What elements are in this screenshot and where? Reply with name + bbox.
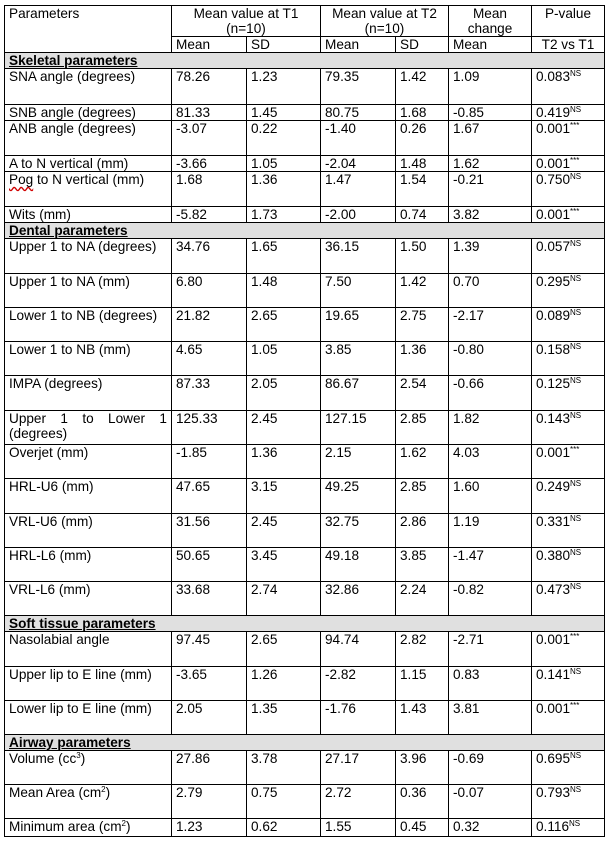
t1-mean-cell: 50.65 [172,548,247,582]
t1-sd-cell: 0.75 [247,785,321,819]
t2-mean-cell: 94.74 [321,632,396,667]
t2-mean-cell: -2.82 [321,667,396,701]
significance-marker: NS [570,751,582,760]
p-value-cell [532,479,605,514]
table-row [5,751,605,785]
t1-mean-cell: 125.33 [172,411,247,445]
t1-sd-cell: 2.74 [247,582,321,616]
t2-mean-cell: 27.17 [321,751,396,785]
significance-marker: NS [570,514,582,523]
parameter-label: Mean Area (cm [9,785,102,800]
t1-sd-cell: 2.65 [247,632,321,667]
t2-sd-cell: 2.86 [396,514,449,548]
t2-mean-cell: 49.18 [321,548,396,582]
t1-mean-cell: 87.33 [172,376,247,411]
p-value-cell [532,445,605,479]
t1-mean-cell: 81.33 [172,105,247,121]
parameter-label-pog: Pog [9,172,34,187]
t2-mean-cell: 32.75 [321,514,396,548]
table-row [5,514,605,548]
t1-mean-cell: -5.82 [172,207,247,223]
t1-sd-cell: 1.36 [247,172,321,207]
t1-sd-cell: 3.78 [247,751,321,785]
mean-change-cell: -0.80 [449,342,532,376]
section-header-row [5,53,605,69]
t1-mean-cell: 33.68 [172,582,247,616]
t1-sd-cell: 1.26 [247,667,321,701]
table-row [5,479,605,514]
results-table [4,5,605,837]
parameter-cell [5,667,172,701]
unit-superscript: 3 [76,751,81,760]
t1-sd-cell: 1.05 [247,156,321,172]
p-value: 0.057 [536,239,571,254]
parameter-cell [5,121,172,156]
mean-change-cell: -2.17 [449,308,532,342]
t1-sd-cell: 0.22 [247,121,321,156]
parameter-cell [5,308,172,342]
table-row [5,411,605,445]
mean-change-cell: 3.81 [449,701,532,735]
p-value: 0.083 [536,69,571,84]
parameter-label: A to N vertical (mm) [9,156,129,171]
table-row [5,239,605,274]
t2-mean-cell: 3.85 [321,342,396,376]
t1-sd-cell: 1.48 [247,274,321,308]
significance-marker: *** [570,632,580,641]
significance-marker: NS [570,342,582,351]
t2-sd-cell: 1.36 [396,342,449,376]
p-value-cell [532,156,605,172]
table-row [5,819,605,837]
significance-marker: NS [570,785,582,794]
t1-sd-cell: 3.15 [247,479,321,514]
mean-change-cell: 3.82 [449,207,532,223]
table-row [5,308,605,342]
p-value-cell [532,207,605,223]
parameter-label: HRL-L6 (mm) [9,548,92,563]
t2-mean-cell: 49.25 [321,479,396,514]
mean-change-cell: -1.47 [449,548,532,582]
t1-mean-cell: 27.86 [172,751,247,785]
unit-close: ) [126,819,131,834]
significance-marker: *** [570,445,580,454]
table-row [5,548,605,582]
p-value: 0.380 [536,548,571,563]
table-row [5,69,605,105]
t1-mean-cell: -1.85 [172,445,247,479]
parameter-label: VRL-U6 (mm) [9,514,93,529]
t1-mean-cell: -3.65 [172,667,247,701]
parameter-cell [5,548,172,582]
t2-sd-cell: 2.75 [396,308,449,342]
t2-sd-cell: 2.54 [396,376,449,411]
t2-sd-cell: 1.42 [396,274,449,308]
significance-marker: NS [570,411,582,420]
mean-change-cell: -0.66 [449,376,532,411]
t2-sd-cell: 0.45 [396,819,449,837]
t2-sd-cell: 1.42 [396,69,449,105]
p-value: 0.001 [536,701,571,716]
parameter-cell [5,632,172,667]
parameter-cell [5,514,172,548]
significance-marker: *** [570,207,580,216]
t2-mean-cell: 1.55 [321,819,396,837]
section-title: Dental parameters [5,223,605,239]
t2-sd-cell: 2.85 [396,411,449,445]
p-value: 0.295 [536,274,571,289]
header-change-mean: Mean [449,37,532,53]
t2-sd-cell: 3.96 [396,751,449,785]
t1-sd-cell: 1.65 [247,239,321,274]
t1-mean-cell: 1.68 [172,172,247,207]
significance-marker: NS [570,548,582,557]
t1-sd-cell: 1.73 [247,207,321,223]
t1-mean-cell: 4.65 [172,342,247,376]
header-parameters: Parameters [5,6,172,53]
t1-mean-cell: 1.23 [172,819,247,837]
table-row [5,701,605,735]
mean-change-cell: -0.82 [449,582,532,616]
p-value: 0.001 [536,156,571,171]
t2-mean-cell: -2.00 [321,207,396,223]
table-row [5,785,605,819]
header-mean-change: Mean change [449,6,532,37]
parameter-label: IMPA (degrees) [9,376,103,391]
p-value-cell [532,751,605,785]
t1-mean-cell: 31.56 [172,514,247,548]
section-title: Soft tissue parameters [5,616,605,632]
parameter-label: Minimum area (cm [9,819,122,834]
section-header-row [5,735,605,751]
parameter-cell [5,69,172,105]
p-value-cell [532,819,605,837]
parameter-cell [5,701,172,735]
header-t1-sd: SD [247,37,321,53]
t1-mean-cell: 21.82 [172,308,247,342]
p-value-cell [532,69,605,105]
t2-mean-cell: 79.35 [321,69,396,105]
mean-change-cell: 1.67 [449,121,532,156]
parameter-cell [5,751,172,785]
t1-sd-cell: 1.45 [247,105,321,121]
significance-marker: NS [570,582,582,591]
table-row [5,156,605,172]
p-value-cell [532,172,605,207]
parameter-label: Lower 1 to NB (mm) [9,342,131,357]
parameter-label: SNB angle (degrees) [9,105,136,120]
t2-mean-cell: 80.75 [321,105,396,121]
p-value-cell [532,514,605,548]
parameter-cell [5,207,172,223]
p-value: 0.001 [536,121,571,136]
t1-sd-cell: 2.45 [247,514,321,548]
unit-superscript: 2 [101,785,106,794]
significance-marker: *** [570,701,580,710]
parameter-cell [5,239,172,274]
p-value-cell [532,582,605,616]
parameter-label: Upper 1 to NA (mm) [9,274,130,289]
parameter-label: Upper 1 to Lower 1 (degrees) [9,411,167,441]
mean-change-cell: -2.71 [449,632,532,667]
t1-mean-cell: 78.26 [172,69,247,105]
significance-marker: NS [570,239,582,248]
parameter-label: Wits (mm) [9,207,71,222]
p-value-cell [532,701,605,735]
table-row [5,207,605,223]
p-value: 0.125 [536,376,571,391]
table-row [5,121,605,156]
parameter-cell [5,376,172,411]
p-value-cell [532,785,605,819]
section-header-row [5,223,605,239]
t1-sd-cell: 1.36 [247,445,321,479]
t2-sd-cell: 1.54 [396,172,449,207]
parameter-cell [5,819,172,837]
mean-change-cell: 1.39 [449,239,532,274]
t1-sd-cell: 0.62 [247,819,321,837]
p-value: 0.143 [536,411,571,426]
parameter-cell [5,785,172,819]
parameter-cell [5,342,172,376]
mean-change-cell: 0.83 [449,667,532,701]
t2-sd-cell: 3.85 [396,548,449,582]
significance-marker: NS [570,274,582,283]
significance-marker: *** [570,156,580,165]
table-row [5,172,605,207]
table-row [5,667,605,701]
unit-close: ) [80,751,86,766]
parameter-cell [5,172,172,207]
t1-sd-cell: 2.45 [247,411,321,445]
p-value-cell [532,121,605,156]
t1-mean-cell: -3.07 [172,121,247,156]
header-t2-sd: SD [396,37,449,53]
t2-mean-cell: 32.86 [321,582,396,616]
t2-sd-cell: 2.85 [396,479,449,514]
p-value: 0.158 [536,342,571,357]
p-value-cell [532,548,605,582]
header-row-1 [5,6,605,37]
table-body [5,6,605,837]
p-value-cell [532,411,605,445]
p-value-cell [532,667,605,701]
t2-mean-cell: 2.72 [321,785,396,819]
t2-sd-cell: 0.36 [396,785,449,819]
table-row [5,582,605,616]
mean-change-cell: 1.09 [449,69,532,105]
parameter-cell [5,582,172,616]
parameter-label: VRL-L6 (mm) [9,582,91,597]
significance-marker: *** [570,121,580,130]
table-row [5,342,605,376]
mean-change-cell: 1.62 [449,156,532,172]
parameter-label: SNA angle (degrees) [9,69,136,84]
header-mean-t1: Mean value at T1 (n=10) [172,6,321,37]
parameter-cell [5,156,172,172]
p-value: 0.793 [536,785,571,800]
significance-marker: NS [570,376,582,385]
p-value: 0.089 [536,308,571,323]
t2-mean-cell: 7.50 [321,274,396,308]
significance-marker: NS [570,667,582,676]
t1-sd-cell: 3.45 [247,548,321,582]
parameter-cell [5,479,172,514]
t2-sd-cell: 1.43 [396,701,449,735]
mean-change-cell: -0.69 [449,751,532,785]
parameter-label: ANB angle (degrees) [9,121,136,136]
t1-mean-cell: 34.76 [172,239,247,274]
parameter-label: Upper lip to E line (mm) [9,667,152,682]
mean-change-cell: 0.32 [449,819,532,837]
p-value: 0.141 [536,667,571,682]
p-value-cell [532,342,605,376]
t2-mean-cell: -1.40 [321,121,396,156]
significance-marker: NS [570,105,582,114]
p-value: 0.116 [536,819,570,834]
significance-marker: NS [570,69,582,78]
parameter-cell [5,105,172,121]
p-value-cell [532,308,605,342]
header-t2-mean: Mean [321,37,396,53]
mean-change-cell: 1.19 [449,514,532,548]
t1-mean-cell: 2.05 [172,701,247,735]
parameter-label: HRL-U6 (mm) [9,479,94,494]
t2-mean-cell: -1.76 [321,701,396,735]
significance-marker: NS [569,819,581,828]
mean-change-cell: 4.03 [449,445,532,479]
significance-marker: NS [570,172,582,181]
parameter-label-rest: to N vertical (mm) [33,172,145,187]
t2-sd-cell: 2.82 [396,632,449,667]
t1-sd-cell: 2.65 [247,308,321,342]
p-value-cell [532,376,605,411]
parameter-label: Lower 1 to NB (degrees) [9,308,158,323]
parameter-label: Volume (cc [9,751,77,766]
mean-change-cell: 1.82 [449,411,532,445]
parameter-label: Nasolabial angle [9,632,110,647]
parameter-cell [5,445,172,479]
t2-sd-cell: 1.48 [396,156,449,172]
t1-sd-cell: 1.35 [247,701,321,735]
header-mean-t2: Mean value at T2 (n=10) [321,6,449,37]
table-row [5,274,605,308]
t1-mean-cell: 47.65 [172,479,247,514]
mean-change-cell: -0.07 [449,785,532,819]
t2-sd-cell: 1.15 [396,667,449,701]
table-row [5,445,605,479]
t2-sd-cell: 2.24 [396,582,449,616]
parameter-label: Upper 1 to NA (degrees) [9,239,157,254]
t2-mean-cell: 2.15 [321,445,396,479]
section-title: Skeletal parameters [5,53,605,69]
parameter-cell [5,274,172,308]
header-p-value: P-value [532,6,605,37]
t2-mean-cell: 36.15 [321,239,396,274]
p-value-cell [532,274,605,308]
t1-mean-cell: 97.45 [172,632,247,667]
parameter-label: Overjet (mm) [9,445,89,460]
t2-sd-cell: 0.26 [396,121,449,156]
section-header-row [5,616,605,632]
p-value: 0.473 [536,582,571,597]
t2-mean-cell: 127.15 [321,411,396,445]
p-value: 0.001 [536,445,571,460]
header-t2-vs-t1: T2 vs T1 [532,37,605,53]
t1-mean-cell: -3.66 [172,156,247,172]
unit-close: ) [105,785,111,800]
unit-superscript: 2 [121,819,126,828]
t1-sd-cell: 1.05 [247,342,321,376]
significance-marker: NS [570,479,582,488]
t1-sd-cell: 2.05 [247,376,321,411]
p-value: 0.249 [536,479,571,494]
p-value-cell [532,632,605,667]
p-value: 0.695 [536,751,571,766]
t2-mean-cell: 86.67 [321,376,396,411]
t2-sd-cell: 1.50 [396,239,449,274]
t2-sd-cell: 1.68 [396,105,449,121]
parameter-cell [5,411,172,445]
p-value: 0.419 [536,105,571,120]
t2-sd-cell: 1.62 [396,445,449,479]
t1-sd-cell: 1.23 [247,69,321,105]
header-t1-mean: Mean [172,37,247,53]
p-value-cell [532,239,605,274]
p-value: 0.331 [536,514,571,529]
mean-change-cell: -0.21 [449,172,532,207]
table-row [5,376,605,411]
section-title: Airway parameters [5,735,605,751]
t1-mean-cell: 2.79 [172,785,247,819]
table-row [5,632,605,667]
mean-change-cell: 1.60 [449,479,532,514]
table-row [5,105,605,121]
t2-mean-cell: -2.04 [321,156,396,172]
t1-mean-cell: 6.80 [172,274,247,308]
p-value: 0.750 [536,172,571,187]
t2-sd-cell: 0.74 [396,207,449,223]
p-value: 0.001 [536,207,571,222]
t2-mean-cell: 19.65 [321,308,396,342]
p-value-cell [532,105,605,121]
significance-marker: NS [570,308,582,317]
mean-change-cell: 0.70 [449,274,532,308]
t2-mean-cell: 1.47 [321,172,396,207]
parameter-label: Lower lip to E line (mm) [9,701,152,716]
p-value: 0.001 [536,632,571,647]
mean-change-cell: -0.85 [449,105,532,121]
